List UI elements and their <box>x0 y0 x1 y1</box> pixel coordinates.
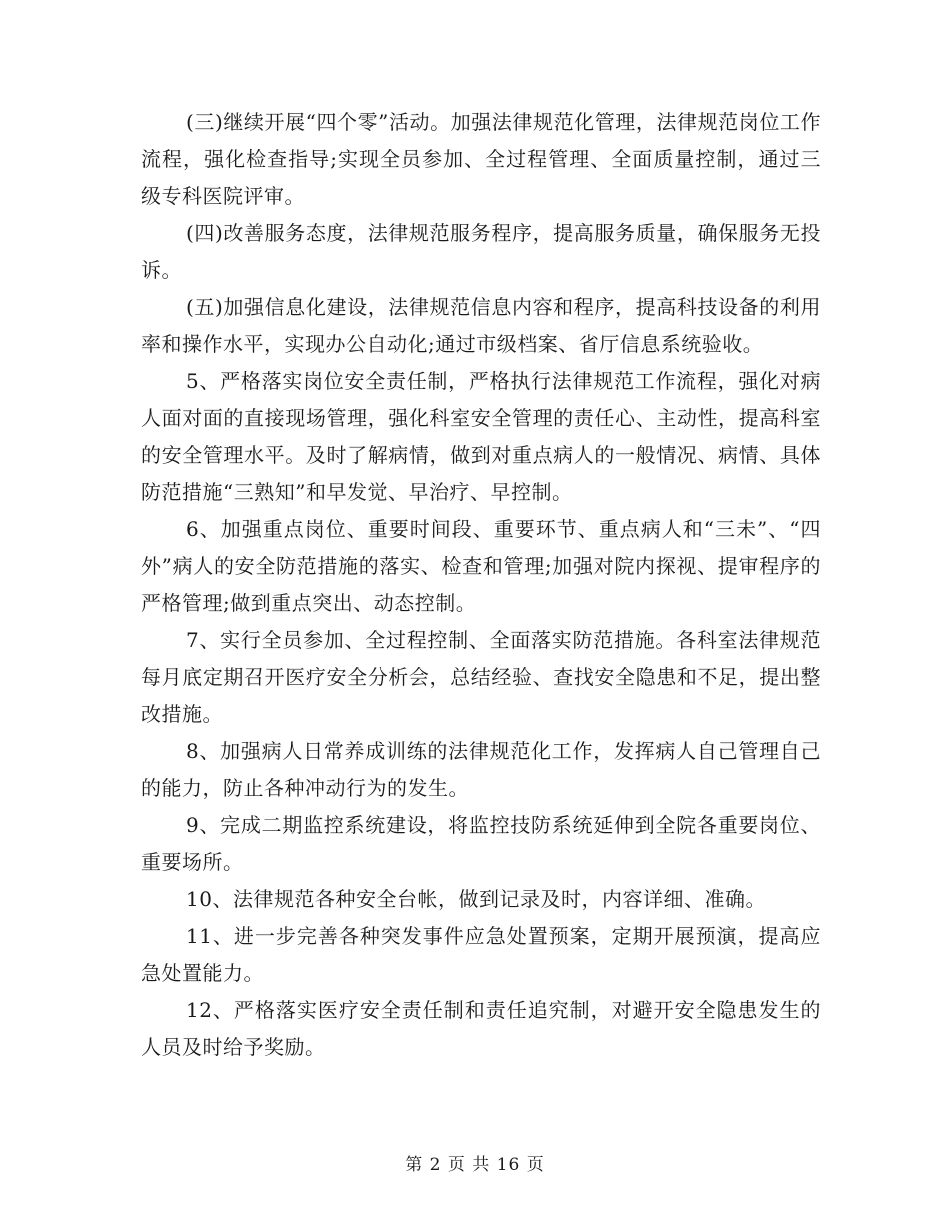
paragraph-item-9: 9、完成二期监控系统建设，将监控技防系统延伸到全院各重要岗位、重要场所。 <box>141 813 821 874</box>
paragraph-item-7: 7、实行全员参加、全过程控制、全面落实防范措施。各科室法律规范每月底定期召开医疗安全分析会，总结经验、查找安全隐患和不足，提出整改措施。 <box>141 628 821 726</box>
paragraph-item-6: 6、加强重点岗位、重要时间段、重要环节、重点病人和“三未”、“四外”病人的安全防范措施的落实、检查和管理;加强对院内探视、提审程序的严格管理;做到重点突出、动态控制。 <box>141 517 821 615</box>
paragraph-section-3: (三)继续开展“四个零”活动。加强法律规范化管理，法律规范岗位工作流程，强化检查指导;实现全员参加、全过程管理、全面质量控制，通过三级专科医院评审。 <box>141 110 821 208</box>
paragraph-item-11: 11、进一步完善各种突发事件应急处置预案，定期开展预演，提高应急处置能力。 <box>141 924 821 985</box>
paragraph-item-12: 12、严格落实医疗安全责任制和责任追究制，对避开安全隐患发生的人员及时给予奖励。 <box>141 998 821 1059</box>
paragraph-item-8: 8、加强病人日常养成训练的法律规范化工作，发挥病人自己管理自己的能力，防止各种冲动行为的发生。 <box>141 739 821 800</box>
page-number-footer: 第 2 页 共 16 页 <box>405 1155 545 1175</box>
paragraph-section-4: (四)改善服务态度，法律规范服务程序，提高服务质量，确保服务无投诉。 <box>141 221 821 282</box>
document-body <box>141 104 821 1066</box>
paragraph-item-5: 5、严格落实岗位安全责任制，严格执行法律规范工作流程，强化对病人面对面的直接现场管理，强化科室安全管理的责任心、主动性，提高科室的安全管理水平。及时了解病情，做到对重点病人的一般情况、病情、具体防范措施“三熟知”和早发觉、早治疗、早控制。 <box>141 369 821 504</box>
paragraph-item-10: 10、法律规范各种安全台帐，做到记录及时，内容详细、准确。 <box>186 887 766 911</box>
paragraph-section-5: (五)加强信息化建设，法律规范信息内容和程序，提高科技设备的利用率和操作水平，实现办公自动化;通过市级档案、省厅信息系统验收。 <box>141 295 821 356</box>
